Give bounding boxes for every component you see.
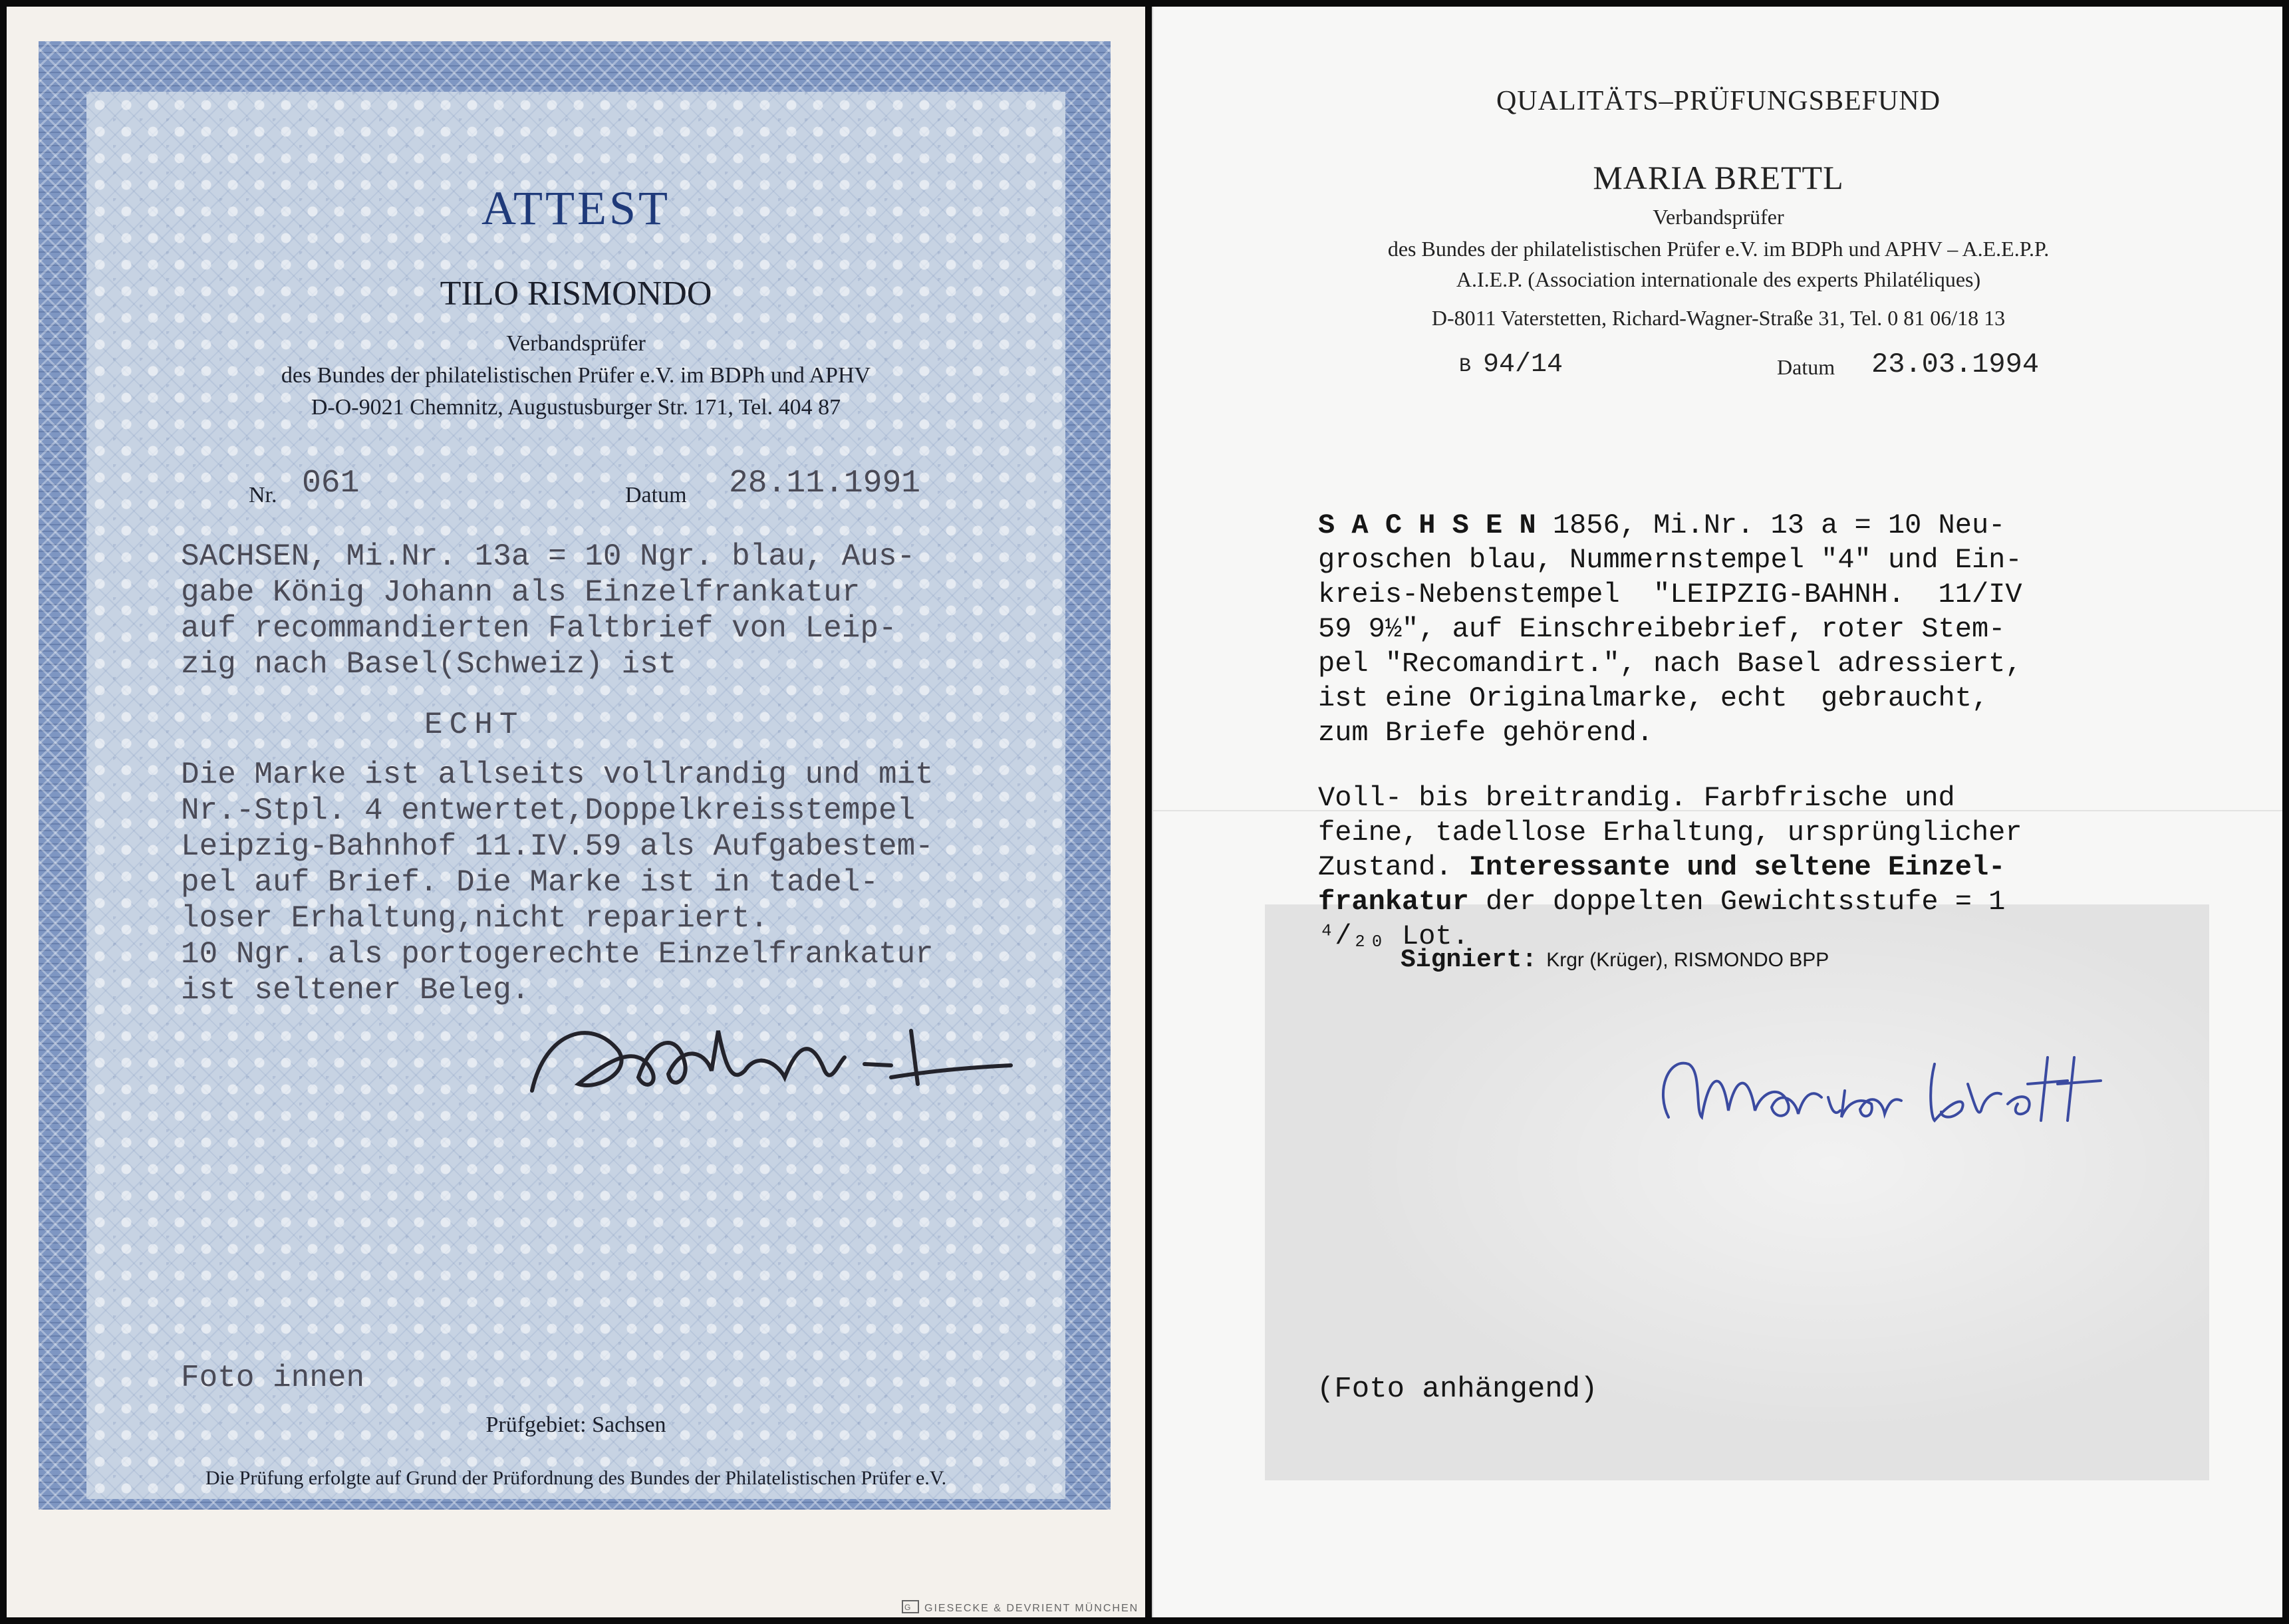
nr-prefix: B xyxy=(1459,355,1472,378)
examiner-address: D-O-9021 Chemnitz, Augustusburger Str. 171, Tel. 404 87 xyxy=(311,395,841,420)
report-body xyxy=(1318,508,2203,750)
footer-note: Die Prüfung erfolgte auf Grund der Prüfordnung des Bundes der Philatelistischen Prüfer e.V. xyxy=(205,1467,947,1489)
attest-title: ATTEST xyxy=(481,182,670,235)
condition-bold-2: frankatur xyxy=(1318,886,1469,918)
report-body-lead: S A C H S E N xyxy=(1318,509,1536,541)
pruefgebiet: Prüfgebiet: Sachsen xyxy=(485,1413,666,1437)
date-label: Datum xyxy=(1777,355,1835,379)
certificate-details: Die Marke ist allseits vollrandig und mit Nr.-Stpl. 4 entwertet,Doppelkreisstempel Leipzig-Bahnhof 11.IV.59 als Aufgabestem- pel auf Brief. Die Marke ist in tadel- loser Erhaltung,nicht repariert. 10 Ngr. als portogerechte Einzelfrankatur ist seltener Beleg. xyxy=(181,757,934,1008)
condition-bold-1: Interessante und seltene Einzel- xyxy=(1468,851,2006,883)
condition-plain: Voll- bis breitrandig. Farbfrische und feine, tadellose Erhaltung, ursprünglicher Zustand. xyxy=(1318,782,2022,883)
svg-text:G: G xyxy=(904,1603,911,1612)
report-number xyxy=(1459,350,1563,380)
date-value: 28.11.1991 xyxy=(729,466,921,501)
nr-value: 061 xyxy=(302,466,360,501)
condition-tail: der doppelten Gewichtsstufe = 1 ⁴/₂₀ Lot. xyxy=(1318,886,2006,952)
nr-value: 94/14 xyxy=(1483,350,1563,380)
nr-label: Nr. xyxy=(249,483,277,507)
printer-credit: GIESECKE & DEVRIENT MÜNCHEN xyxy=(924,1603,1139,1614)
examiner-address: D-8011 Vaterstetten, Richard-Wagner-Straße 31, Tel. 0 81 06/18 13 xyxy=(1431,306,2006,330)
date-value: 23.03.1994 xyxy=(1871,348,2040,380)
examiner-name: MARIA BRETTL xyxy=(1593,159,1844,196)
signiert-label: Signiert: xyxy=(1401,946,1538,974)
date-label: Datum xyxy=(625,483,687,507)
report-body-rest: 1856, Mi.Nr. 13 a = 10 Neu- groschen blau, Nummernstempel "4" und Ein- kreis-Nebenstempel "LEIPZIG-BAHNH. 11/IV 59 9½", auf Einschreibebrief, roter Stem- pel "Recomandirt.", nach Basel adressiert, ist eine Originalmarke, echt gebraucht, zum Briefe gehörend. xyxy=(1318,509,2022,749)
certificate-body: SACHSEN, Mi.Nr. 13a = 10 Ngr. blau, Aus- gabe König Johann als Einzelfrankatur auf recommandierten Faltbrief von Leip- zig nach Basel(Schweiz) ist xyxy=(181,539,916,682)
report-title: QUALITÄTS–PRÜFUNGSBEFUND xyxy=(1496,86,1941,116)
signature-rismondo xyxy=(519,991,1024,1124)
examiner-association: des Bundes der philatelistischen Prüfer e.V. im BDPh und APHV – A.E.E.P.P. xyxy=(1387,237,2050,261)
report-condition xyxy=(1318,781,2203,954)
examiner-name: TILO RISMONDO xyxy=(440,275,712,313)
echt-verdict: ECHT xyxy=(424,708,525,742)
quality-report xyxy=(1152,7,2282,1617)
signature-brettl xyxy=(1649,1037,2167,1131)
printer-logo-icon xyxy=(902,1600,919,1613)
examiner-role: Verbandsprüfer xyxy=(506,331,646,356)
examiner-association-2: A.I.E.P. (Association internationale des experts Philatéliques) xyxy=(1456,267,1981,291)
examiner-role: Verbandsprüfer xyxy=(1653,205,1784,229)
signiert-line xyxy=(1401,946,1829,974)
signiert-value: Krgr (Krüger), RISMONDO BPP xyxy=(1546,949,1829,971)
attest-certificate xyxy=(7,7,1145,1617)
foto-note: (Foto anhängend) xyxy=(1317,1373,1598,1406)
examiner-association: des Bundes der philatelistischen Prüfer e.V. im BDPh und APHV xyxy=(281,363,871,388)
foto-note: Foto innen xyxy=(181,1361,365,1395)
